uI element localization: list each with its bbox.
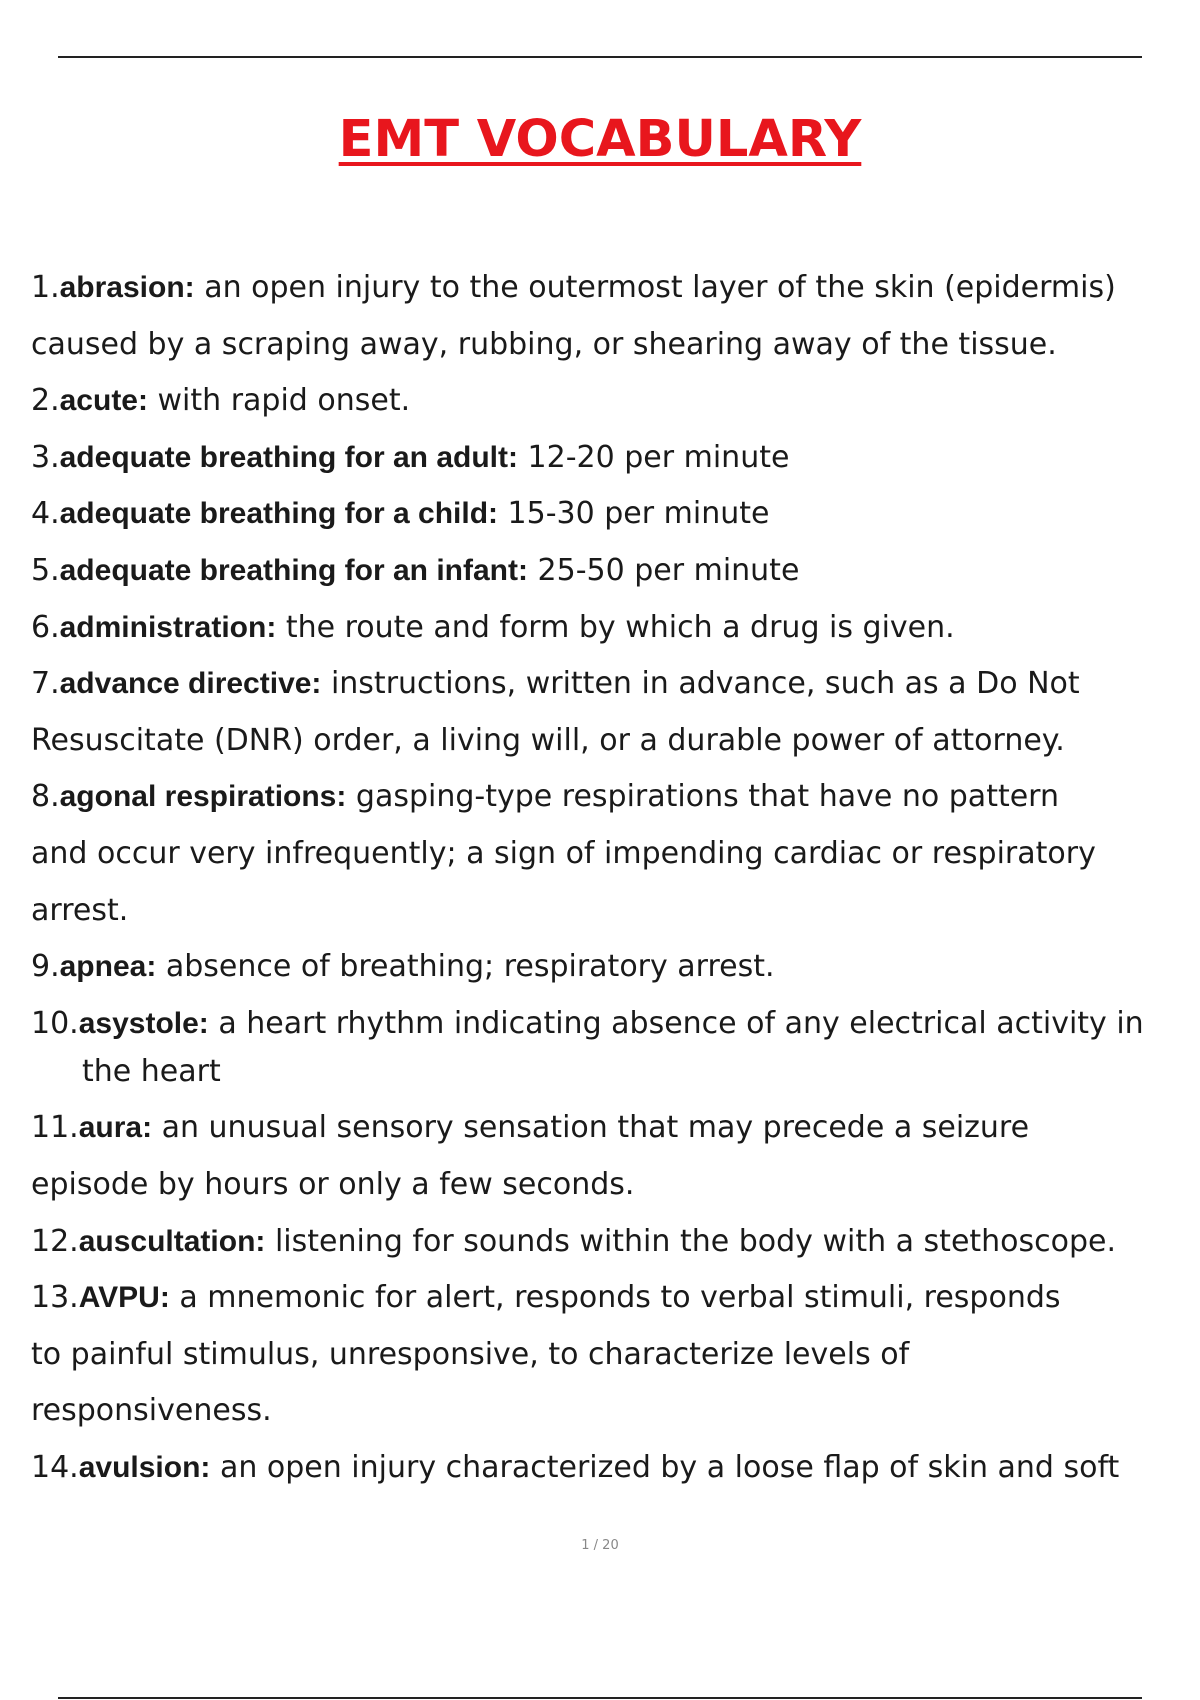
entry-term: adequate breathing for an infant: <box>59 553 528 587</box>
entry-definition: instructions, written in advance, such as a Do Not <box>321 666 1080 702</box>
list-item-continuation <box>31 713 1200 770</box>
entry-definition: with rapid onset. <box>147 383 411 419</box>
entry-definition: responsiveness. <box>31 1393 272 1429</box>
list-item <box>31 260 1200 317</box>
entry-term: acute: <box>59 384 148 418</box>
entry-definition-continuation: the heart <box>82 1054 221 1090</box>
list-item <box>31 769 1200 826</box>
entry-definition: to painful stimulus, unresponsive, to characterize levels of <box>31 1336 910 1372</box>
entry-definition: an unusual sensory sensation that may precede a seizure <box>152 1110 1030 1146</box>
entry-term: abrasion: <box>59 271 195 304</box>
entry-term: apnea: <box>59 950 157 984</box>
entry-term: agonal respirations: <box>59 780 347 814</box>
entry-number: 11. <box>31 1110 79 1146</box>
list-item-continuation <box>31 826 1200 883</box>
entry-definition: an open injury to the outermost layer of the skin (epidermis) <box>194 270 1116 305</box>
entry-definition: a heart rhythm indicating absence of any electrical activity in <box>208 1005 1144 1041</box>
entry-definition: a mnemonic for alert, responds to verbal stimuli, responds <box>169 1280 1061 1316</box>
entry-definition: Resuscitate (DNR) order, a living will, or a durable power of attorney. <box>31 722 1065 758</box>
entry-definition: gasping-type respirations that have no pattern <box>346 779 1059 815</box>
list-item <box>31 939 1200 996</box>
entry-definition: episode by hours or only a few seconds. <box>31 1166 635 1202</box>
list-item <box>31 486 1200 543</box>
list-item <box>31 1100 1200 1157</box>
bottom-rule <box>58 1697 1142 1699</box>
entry-term: administration: <box>59 610 277 644</box>
entry-number: 2. <box>31 383 60 419</box>
entry-term: adequate breathing for a child: <box>59 497 499 531</box>
entry-definition: caused by a scraping away, rubbing, or shearing away of the tissue. <box>31 326 1057 362</box>
entry-definition: 15-30 per minute <box>498 496 770 532</box>
document-title <box>0 108 1200 172</box>
entry-number: 8. <box>31 779 60 815</box>
entry-term: asystole: <box>78 1006 209 1040</box>
entry-term: AVPU: <box>78 1281 170 1315</box>
entry-term: avulsion: <box>78 1450 211 1484</box>
entry-definition: arrest. <box>31 892 129 928</box>
list-item <box>31 1270 1200 1327</box>
list-item <box>31 1214 1200 1271</box>
list-item-continuation <box>31 317 1200 374</box>
entry-definition: listening for sounds within the body with a stethoscope. <box>265 1223 1117 1259</box>
entry-number: 12. <box>31 1223 79 1259</box>
list-item <box>31 1440 1200 1497</box>
entry-number: 4. <box>31 496 60 532</box>
entry-definition: and occur very infrequently; a sign of impending cardiac or respiratory <box>31 835 1096 871</box>
list-item <box>31 600 1200 657</box>
entry-term: adequate breathing for an adult: <box>59 440 518 474</box>
list-item-continuation <box>31 883 1200 940</box>
list-item <box>31 373 1200 430</box>
entry-definition: absence of breathing; respiratory arrest. <box>156 949 775 985</box>
vocabulary-list <box>31 260 1200 1496</box>
list-item <box>31 543 1200 600</box>
entry-number: 7. <box>31 666 60 702</box>
entry-definition: 25-50 per minute <box>527 552 800 588</box>
entry-number: 6. <box>31 609 60 645</box>
top-rule <box>58 56 1142 58</box>
list-item-continuation <box>31 1157 1200 1214</box>
entry-term: advance directive: <box>59 667 322 701</box>
entry-number: 3. <box>31 439 60 475</box>
document-title-text: EMT VOCABULARY <box>338 110 862 169</box>
entry-definition: an open injury characterized by a loose flap of skin and soft <box>210 1449 1120 1485</box>
entry-term: auscultation: <box>78 1224 266 1258</box>
entry-number: 9. <box>31 949 60 985</box>
list-item-continuation <box>31 1383 1200 1440</box>
entry-number: 5. <box>31 552 60 588</box>
list-item <box>31 656 1200 713</box>
page-indicator: 1 / 20 <box>581 1538 619 1553</box>
entry-number: 10. <box>31 1005 79 1041</box>
entry-term: aura: <box>78 1111 153 1145</box>
entry-definition: the route and form by which a drug is given. <box>276 609 955 645</box>
entry-number: 14. <box>31 1449 79 1485</box>
list-item <box>31 996 1200 1093</box>
entry-definition: 12-20 per minute <box>518 439 790 475</box>
list-item <box>31 430 1200 487</box>
entry-number: 1. <box>31 270 60 305</box>
entry-number: 13. <box>31 1280 79 1316</box>
list-item-continuation <box>31 1327 1200 1384</box>
